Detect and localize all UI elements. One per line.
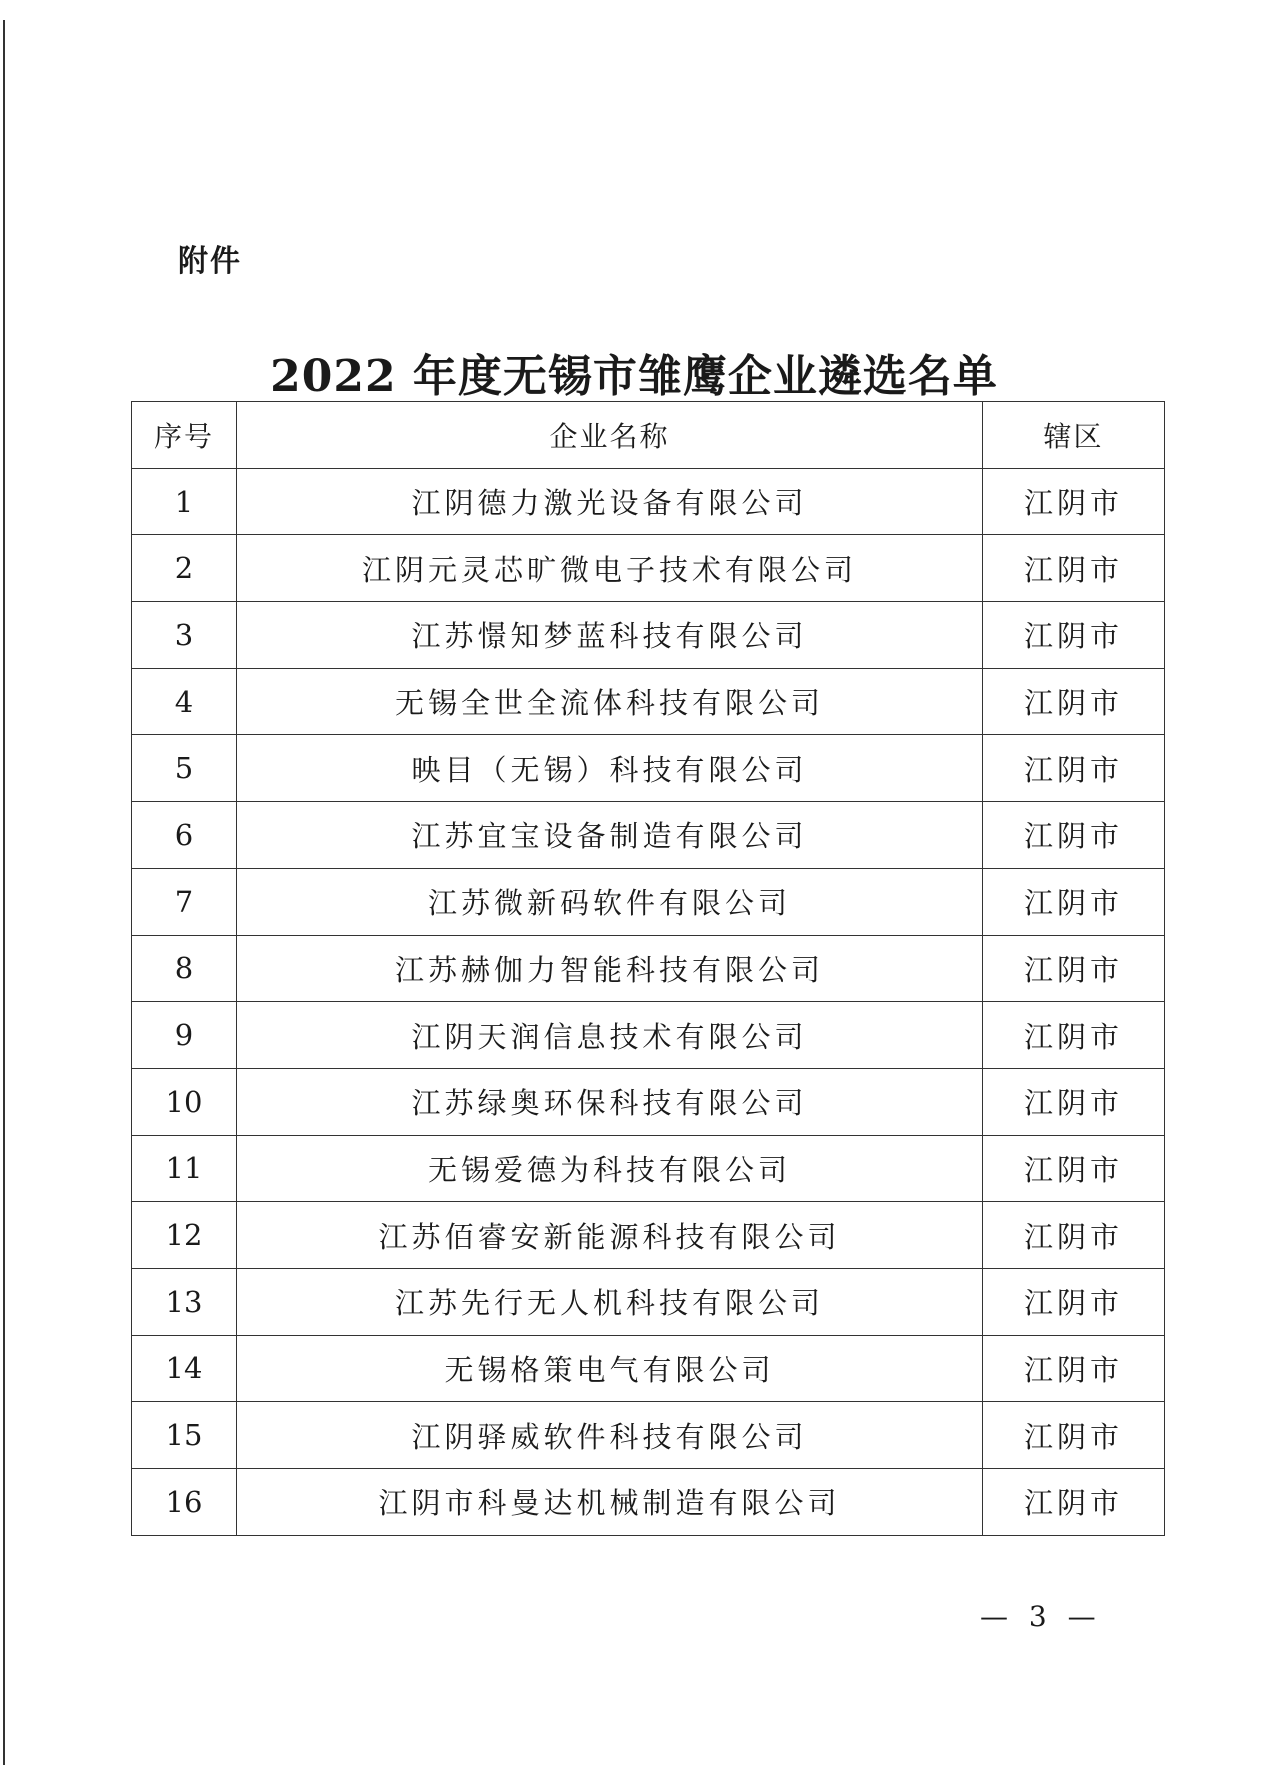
row-enterprise-name: 江阴市科曼达机械制造有限公司 [237,1469,983,1536]
row-enterprise-name: 江苏赫伽力智能科技有限公司 [237,935,983,1002]
table-row [132,1335,1165,1402]
row-district: 江阴市 [983,602,1165,669]
row-number: 12 [132,1202,237,1269]
row-district: 江阴市 [983,1068,1165,1135]
row-enterprise-name: 江苏佰睿安新能源科技有限公司 [237,1202,983,1269]
row-number: 4 [132,668,237,735]
table-row [132,602,1165,669]
row-number: 16 [132,1469,237,1536]
row-enterprise-name: 无锡爱德为科技有限公司 [237,1135,983,1202]
scan-edge-line [3,20,5,1765]
row-district: 江阴市 [983,1268,1165,1335]
page-number: — 3 — [980,1600,1102,1633]
row-number: 5 [132,735,237,802]
row-number: 14 [132,1335,237,1402]
row-district: 江阴市 [983,735,1165,802]
table-row [132,535,1165,602]
table-row [132,668,1165,735]
row-number: 7 [132,868,237,935]
row-enterprise-name: 江苏憬知梦蓝科技有限公司 [237,602,983,669]
row-district: 江阴市 [983,868,1165,935]
header-district: 辖区 [983,402,1165,469]
row-enterprise-name: 江阴元灵芯旷微电子技术有限公司 [237,535,983,602]
row-district: 江阴市 [983,1402,1165,1469]
row-number: 1 [132,468,237,535]
table-row [132,935,1165,1002]
row-enterprise-name: 江阴天润信息技术有限公司 [237,1002,983,1069]
header-name: 企业名称 [237,402,983,469]
table-row [132,735,1165,802]
table-row [132,1268,1165,1335]
row-enterprise-name: 无锡格策电气有限公司 [237,1335,983,1402]
row-district: 江阴市 [983,1135,1165,1202]
row-number: 2 [132,535,237,602]
row-number: 9 [132,1002,237,1069]
attachment-label: 附件 [178,244,242,279]
row-enterprise-name: 无锡全世全流体科技有限公司 [237,668,983,735]
row-number: 3 [132,602,237,669]
row-number: 10 [132,1068,237,1135]
table-row [132,1068,1165,1135]
row-enterprise-name: 江苏绿奥环保科技有限公司 [237,1068,983,1135]
table-row [132,1402,1165,1469]
row-number: 6 [132,802,237,869]
row-number: 13 [132,1268,237,1335]
table-row [132,1002,1165,1069]
row-district: 江阴市 [983,1469,1165,1536]
table-row [132,1135,1165,1202]
row-enterprise-name: 江阴德力激光设备有限公司 [237,468,983,535]
row-district: 江阴市 [983,1002,1165,1069]
table-row [132,868,1165,935]
row-district: 江阴市 [983,468,1165,535]
row-district: 江阴市 [983,1335,1165,1402]
row-enterprise-name: 江苏先行无人机科技有限公司 [237,1268,983,1335]
row-district: 江阴市 [983,935,1165,1002]
row-district: 江阴市 [983,1202,1165,1269]
row-enterprise-name: 江苏宜宝设备制造有限公司 [237,802,983,869]
row-district: 江阴市 [983,668,1165,735]
row-number: 15 [132,1402,237,1469]
table-row [132,1469,1165,1536]
document-title: 2022 年度无锡市雏鹰企业遴选名单 [270,351,998,402]
row-number: 11 [132,1135,237,1202]
table-row [132,1202,1165,1269]
row-district: 江阴市 [983,802,1165,869]
enterprise-list-table [131,401,1165,1536]
row-enterprise-name: 江阴驿威软件科技有限公司 [237,1402,983,1469]
table-row [132,468,1165,535]
row-enterprise-name: 江苏微新码软件有限公司 [237,868,983,935]
header-number: 序号 [132,402,237,469]
row-enterprise-name: 映目（无锡）科技有限公司 [237,735,983,802]
row-district: 江阴市 [983,535,1165,602]
table-header-row [132,402,1165,469]
table-row [132,802,1165,869]
row-number: 8 [132,935,237,1002]
